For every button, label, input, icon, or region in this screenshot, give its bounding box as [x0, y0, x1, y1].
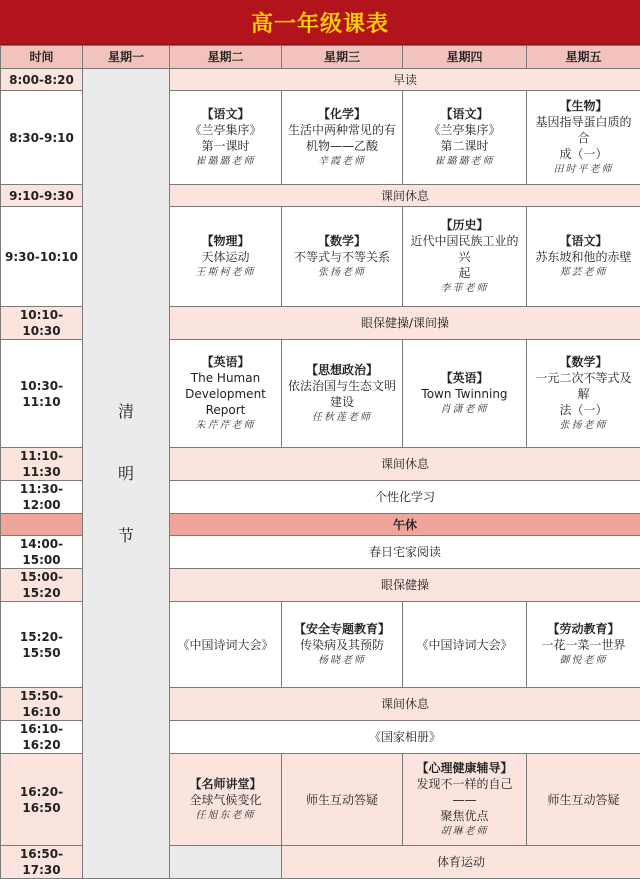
class-cell: [282, 340, 403, 448]
teacher-name: 张扬老师: [530, 418, 637, 434]
topic-line: 《兰亭集序》: [406, 122, 523, 138]
teacher-name: 胡琳老师: [406, 824, 523, 840]
topic-line: 聚焦优点: [406, 808, 523, 824]
topic-line: 依法治国与生态文明: [285, 378, 399, 394]
activity-cell: 课间休息: [170, 448, 640, 481]
holiday-char: 清: [86, 381, 166, 443]
subject-label: 【语文】: [530, 233, 637, 249]
class-cell: [170, 91, 282, 185]
activity-cell: 早读: [170, 69, 640, 91]
topic-line: 《兰亭集序》: [173, 122, 278, 138]
activity-cell: 眼保健操: [170, 569, 640, 602]
time-cell: 16:50-17:30: [1, 846, 83, 879]
time-cell: 8:00-8:20: [1, 69, 83, 91]
class-cell: [527, 340, 640, 448]
topic-line: 基因指导蛋白质的合: [530, 114, 637, 146]
topic-line: 师生互动答疑: [530, 792, 637, 808]
topic-line: 发现不一样的自己——: [406, 776, 523, 808]
subject-label: 【语文】: [173, 106, 278, 122]
topic-line: 《中国诗词大会》: [406, 637, 523, 653]
topic-line: 一元二次不等式及解: [530, 370, 637, 402]
topic-line: 《中国诗词大会》: [173, 637, 278, 653]
class-cell: [170, 602, 282, 688]
activity-cell: 春日宅家阅读: [170, 536, 640, 569]
holiday-char: 明: [86, 443, 166, 505]
class-cell: [282, 91, 403, 185]
topic-line: 生活中两种常见的有: [285, 122, 399, 138]
activity-cell: 眼保健操/课间操: [170, 307, 640, 340]
subject-label: 【数学】: [285, 233, 399, 249]
class-cell: [403, 754, 527, 846]
class-cell: [282, 207, 403, 307]
teacher-name: 肖潇老师: [406, 402, 523, 418]
class-cell: [403, 602, 527, 688]
subject-label: 【历史】: [406, 217, 523, 233]
header-monday: 星期一: [83, 46, 170, 69]
teacher-name: 张扬老师: [285, 265, 399, 281]
class-cell: [170, 754, 282, 846]
topic-line: 第二课时: [406, 138, 523, 154]
teacher-name: 任秋莲老师: [285, 410, 399, 426]
header-wednesday: 星期三: [282, 46, 403, 69]
subject-label: 【安全专题教育】: [285, 621, 399, 637]
topic-line: 机物——乙酸: [285, 138, 399, 154]
teacher-name: 御悦老师: [530, 653, 637, 669]
topic-line: Report: [173, 402, 278, 418]
class-cell: [527, 754, 640, 846]
activity-cell: 课间休息: [170, 688, 640, 721]
time-cell: 11:30-12:00: [1, 481, 83, 514]
time-cell: [1, 514, 83, 536]
class-cell: [403, 91, 527, 185]
subject-label: 【思想政治】: [285, 362, 399, 378]
class-cell: [527, 91, 640, 185]
subject-label: 【生物】: [530, 98, 637, 114]
subject-label: 【数学】: [530, 354, 637, 370]
time-cell: 16:10-16:20: [1, 721, 83, 754]
time-cell: 8:30-9:10: [1, 91, 83, 185]
time-cell: 10:30-11:10: [1, 340, 83, 448]
activity-cell: 课间休息: [170, 185, 640, 207]
subject-label: 【名师讲堂】: [173, 776, 278, 792]
topic-line: 建设: [285, 394, 399, 410]
topic-line: 传染病及其预防: [285, 637, 399, 653]
activity-cell: 体育运动: [282, 846, 640, 879]
topic-line: 天体运动: [173, 249, 278, 265]
class-cell: [527, 207, 640, 307]
subject-label: 【英语】: [406, 370, 523, 386]
topic-line: 第一课时: [173, 138, 278, 154]
subject-label: 【劳动教育】: [530, 621, 637, 637]
topic-line: Town Twinning: [406, 386, 523, 402]
lunch-cell: 午休: [170, 514, 640, 536]
class-cell: [403, 340, 527, 448]
topic-line: 全球气候变化: [173, 792, 278, 808]
header-row: [1, 46, 640, 69]
subject-label: 【化学】: [285, 106, 399, 122]
topic-line: Development: [173, 386, 278, 402]
teacher-name: 辛霞老师: [285, 154, 399, 170]
topic-line: 苏东坡和他的赤壁: [530, 249, 637, 265]
teacher-name: 崔璐璐老师: [173, 154, 278, 170]
teacher-name: 崔璐璐老师: [406, 154, 523, 170]
time-cell: 9:10-9:30: [1, 185, 83, 207]
class-cell: [403, 207, 527, 307]
teacher-name: 郑芸老师: [530, 265, 637, 281]
activity-cell: 《国家相册》: [170, 721, 640, 754]
class-cell: [170, 207, 282, 307]
teacher-name: 朱芹芹老师: [173, 418, 278, 434]
topic-line: 师生互动答疑: [285, 792, 399, 808]
subject-label: 【心理健康辅导】: [406, 760, 523, 776]
topic-line: 成（一）: [530, 146, 637, 162]
time-cell: 10:10-10:30: [1, 307, 83, 340]
topic-line: 法（一）: [530, 402, 637, 418]
teacher-name: 李菲老师: [406, 281, 523, 297]
class-cell: [282, 602, 403, 688]
subject-label: 【语文】: [406, 106, 523, 122]
activity-cell: 个性化学习: [170, 481, 640, 514]
topic-line: 近代中国民族工业的兴: [406, 233, 523, 265]
monday-holiday: [83, 69, 170, 879]
header-friday: 星期五: [527, 46, 640, 69]
time-cell: 11:10-11:30: [1, 448, 83, 481]
teacher-name: 田时平老师: [530, 162, 637, 178]
subject-label: 【英语】: [173, 354, 278, 370]
time-cell: 14:00-15:00: [1, 536, 83, 569]
header-time: 时间: [1, 46, 83, 69]
table-row: [1, 69, 640, 91]
topic-line: 起: [406, 265, 523, 281]
teacher-name: 杨晓老师: [285, 653, 399, 669]
holiday-char: 节: [86, 505, 166, 567]
time-cell: 9:30-10:10: [1, 207, 83, 307]
title-bar: [0, 0, 640, 45]
topic-line: 不等式与不等关系: [285, 249, 399, 265]
topic-line: The Human: [173, 370, 278, 386]
subject-label: 【物理】: [173, 233, 278, 249]
schedule-table: [0, 45, 640, 879]
topic-line: 一花一菜一世界: [530, 637, 637, 653]
class-cell: [282, 754, 403, 846]
time-cell: 15:00-15:20: [1, 569, 83, 602]
time-cell: 15:20-15:50: [1, 602, 83, 688]
class-cell: [527, 602, 640, 688]
time-cell: 16:20-16:50: [1, 754, 83, 846]
page-title: 高一年级课表: [251, 7, 389, 38]
monday-holiday-tail: [170, 846, 282, 879]
header-thursday: 星期四: [403, 46, 527, 69]
teacher-name: 王斯柯老师: [173, 265, 278, 281]
class-cell: [170, 340, 282, 448]
teacher-name: 任旭东老师: [173, 808, 278, 824]
header-tuesday: 星期二: [170, 46, 282, 69]
time-cell: 15:50-16:10: [1, 688, 83, 721]
